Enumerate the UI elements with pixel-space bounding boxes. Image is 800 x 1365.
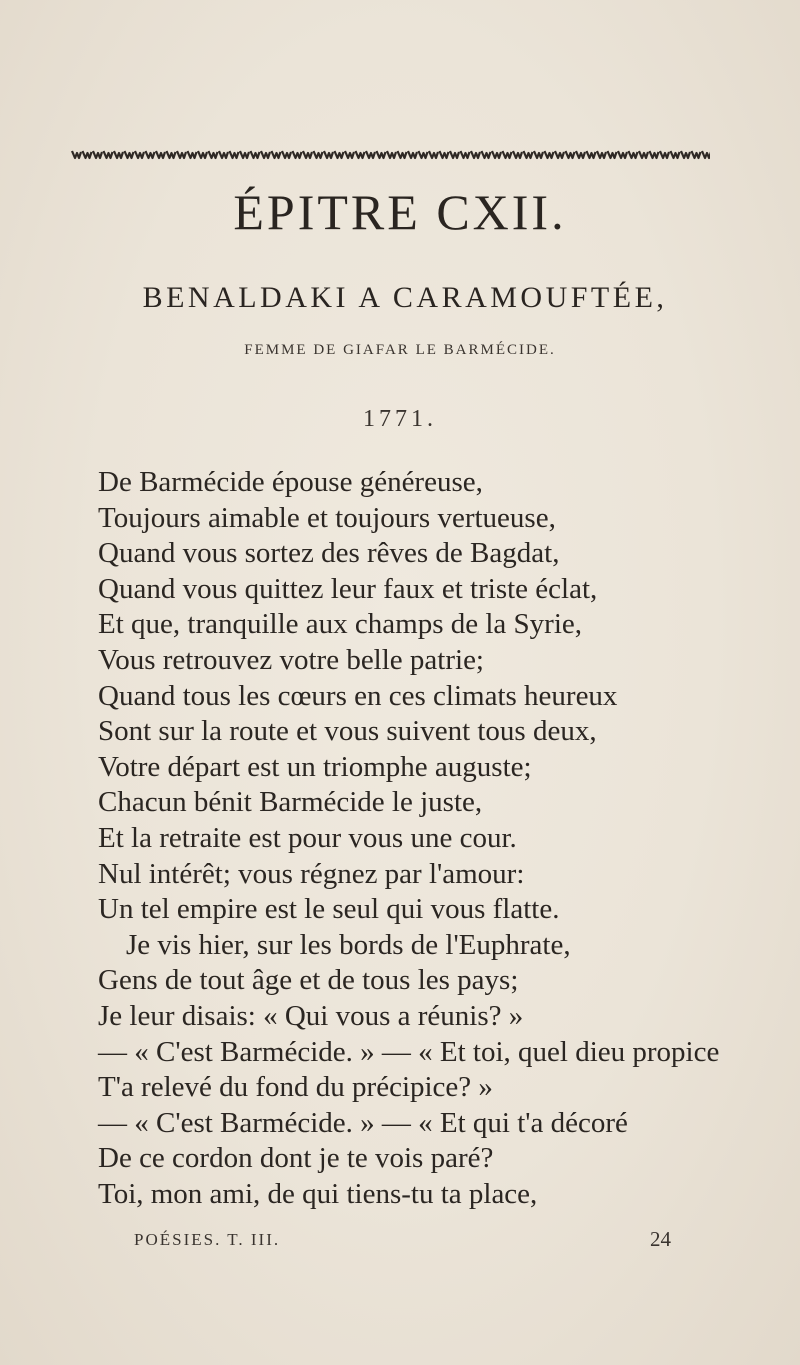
verse-line: De ce cordon dont je te vois paré?	[98, 1142, 494, 1175]
verse-line: Chacun bénit Barmécide le juste,	[98, 786, 483, 819]
ornament-mark	[681, 151, 690, 158]
verse-line-indented: Je vis hier, sur les bords de l'Euphrate,	[126, 928, 571, 961]
ornament-mark	[156, 151, 165, 158]
verse-line: Toi, mon ami, de qui tiens-tu ta place,	[98, 1177, 538, 1210]
verse-line: Quand vous sortez des rêves de Bagdat,	[98, 537, 560, 570]
ornament-mark	[608, 151, 617, 158]
verse-line: Nul intérêt; vous régnez par l'amour:	[98, 857, 525, 890]
verse-line: Quand tous les cœurs en ces climats heureux	[98, 679, 618, 712]
verse-line: Je leur disais: « Qui vous a réunis? »	[98, 999, 524, 1032]
ornament-mark	[660, 151, 669, 158]
ornament-mark	[566, 151, 575, 158]
year-label: 1771.	[363, 406, 437, 432]
ornament-mark	[335, 151, 344, 158]
verse-line: — « C'est Barmécide. » — « Et toi, quel dieu propice	[98, 1035, 720, 1068]
verse-line: Et que, tranquille aux champs de la Syrie,	[98, 608, 582, 641]
ornament-mark	[450, 151, 459, 158]
poem-verses	[98, 465, 778, 1212]
ornament-mark	[356, 151, 365, 158]
ornament-mark	[524, 151, 533, 158]
ornament-mark	[587, 151, 596, 158]
verse-line: Toujours aimable et toujours vertueuse,	[98, 501, 556, 534]
ornament-mark	[692, 151, 701, 158]
ornament-mark	[503, 151, 512, 158]
page-subtitle: BENALDAKI A CARAMOUFTÉE,	[142, 281, 668, 314]
ornament-mark	[251, 151, 260, 158]
ornament-mark	[702, 151, 710, 158]
verse-line: T'a relevé du fond du précipice? »	[98, 1071, 493, 1104]
ornament-mark	[324, 151, 333, 158]
ornament-mark	[461, 151, 470, 158]
ornament-mark	[272, 151, 281, 158]
ornament-mark	[146, 151, 155, 158]
ornament-mark	[650, 151, 659, 158]
decorative-rule	[70, 144, 710, 166]
verse-line: Et la retraite est pour vous une cour.	[98, 821, 517, 854]
signature-mark: POÉSIES. T. III.	[134, 1230, 281, 1249]
ornament-mark	[198, 151, 207, 158]
ornament-mark	[230, 151, 239, 158]
verse-line: — « C'est Barmécide. » — « Et qui t'a décoré	[98, 1106, 628, 1139]
ornament-mark	[125, 151, 134, 158]
ornament-mark	[114, 151, 123, 158]
ornament-mark	[492, 151, 501, 158]
ornament-mark	[545, 151, 554, 158]
ornament-mark	[93, 151, 102, 158]
ornament-mark	[377, 151, 386, 158]
ornament-mark	[555, 151, 564, 158]
ornament-mark	[167, 151, 176, 158]
ornament-mark	[366, 151, 375, 158]
verse-line: Sont sur la route et vous suivent tous deux,	[98, 715, 597, 748]
ornament-mark	[345, 151, 354, 158]
ornament-mark	[639, 151, 648, 158]
ornament-mark	[135, 151, 144, 158]
ornament-mark	[219, 151, 228, 158]
ornament-mark	[471, 151, 480, 158]
ornament-mark	[240, 151, 249, 158]
ornament-mark	[440, 151, 449, 158]
verse-line: Vous retrouvez votre belle patrie;	[98, 643, 484, 676]
page-title: ÉPITRE CXII.	[233, 184, 567, 240]
ornament-mark	[83, 151, 92, 158]
ornament-mark	[408, 151, 417, 158]
ornament-mark	[618, 151, 627, 158]
ornament-mark	[177, 151, 186, 158]
ornament-mark	[671, 151, 680, 158]
ornament-mark	[597, 151, 606, 158]
ornament-mark	[629, 151, 638, 158]
ornament-mark	[419, 151, 428, 158]
verse-line: Gens de tout âge et de tous les pays;	[98, 964, 519, 997]
page-number: 24	[650, 1227, 671, 1251]
verse-line: Votre départ est un triomphe auguste;	[98, 750, 532, 783]
ornament-mark	[72, 151, 81, 158]
ornament-mark	[261, 151, 270, 158]
ornament-mark	[282, 151, 291, 158]
ornament-mark	[188, 151, 197, 158]
ornament-mark	[104, 151, 113, 158]
ornament-mark	[398, 151, 407, 158]
ornament-mark	[293, 151, 302, 158]
ornament-mark	[314, 151, 323, 158]
dedication-line: FEMME DE GIAFAR LE BARMÉCIDE.	[244, 342, 556, 358]
ornament-mark	[576, 151, 585, 158]
ornament-mark	[482, 151, 491, 158]
verse-line: Un tel empire est le seul qui vous flatte.	[98, 893, 560, 926]
ornament-mark	[429, 151, 438, 158]
page-footer	[0, 1228, 800, 1252]
verse-line: De Barmécide épouse généreuse,	[98, 466, 483, 498]
ornament-mark	[513, 151, 522, 158]
ornament-mark	[387, 151, 396, 158]
ornament-mark	[209, 151, 218, 158]
ornament-mark	[534, 151, 543, 158]
verse-line: Quand vous quittez leur faux et triste éclat,	[98, 572, 598, 605]
ornament-mark	[303, 151, 312, 158]
